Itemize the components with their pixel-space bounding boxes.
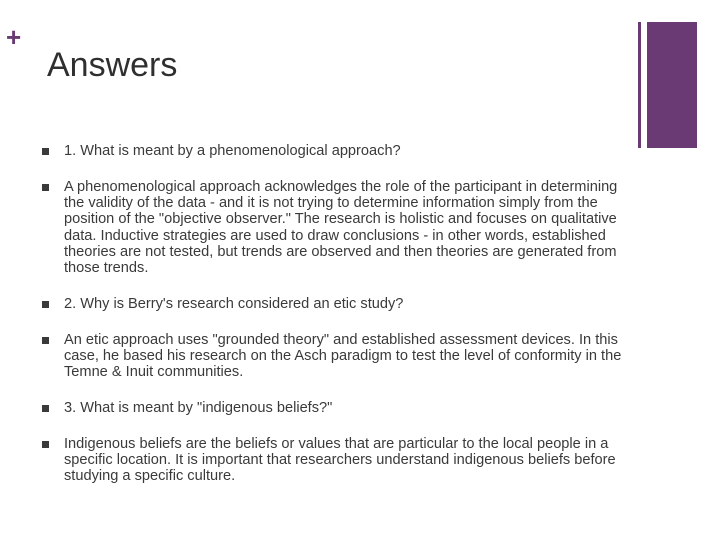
slide-title: Answers [47, 46, 178, 84]
bullet-text: Indigenous beliefs are the beliefs or values that are particular to the local people in a specific location. It is important that researchers understand indigenous beliefs before studying a specific culture. [64, 435, 616, 485]
bullet-text: A phenomenological approach acknowledges the role of the participant in determining the validity of the data - and it is not trying to determine information simply from the position of the "objective observer." The research is holistic and focuses on qualitative data. Inductive strategies are used to draw conclusions - in other words, established theories are not tested, but trends are observed and then theories are generated from those trends. [64, 178, 618, 277]
square-bullet-icon [42, 301, 49, 308]
bullet-text: 1. What is meant by a phenomenological approach? [64, 143, 401, 159]
square-bullet-icon [42, 405, 49, 412]
bullet-item [41, 400, 631, 416]
bullet-list [41, 143, 631, 504]
accent-bar-thick [647, 22, 697, 148]
bullet-text: An etic approach uses "grounded theory" and established assessment devices. In this case, he based his research on the Asch paradigm to test the level of conformity in the Temne & Inuit communities. [64, 331, 622, 381]
bullet-text: 2. Why is Berry's research considered an etic study? [64, 295, 404, 312]
bullet-item [41, 179, 631, 277]
bullet-item [41, 332, 631, 381]
square-bullet-icon [42, 337, 49, 344]
accent-bar-thin [638, 22, 641, 148]
square-bullet-icon [42, 148, 49, 155]
square-bullet-icon [42, 184, 49, 191]
bullet-item [41, 296, 631, 312]
plus-icon: + [6, 22, 22, 52]
bullet-item [41, 143, 631, 159]
square-bullet-icon [42, 441, 49, 448]
bullet-text: 3. What is meant by "indigenous beliefs?" [64, 399, 333, 416]
bullet-item [41, 436, 631, 485]
